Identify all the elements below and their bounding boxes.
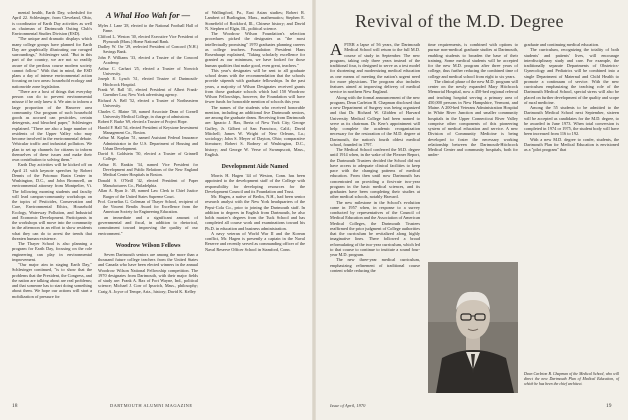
paragraph: The new milestone in the School's evolution came in 1957 when, in response to a survey conducted by representatives of the Council of Medical Education and the Association of American Medical Colleges, the Dartmouth Trustees reaffirmed the prior judgment of College authorities that the curriculum be revitalized along highly imaginative lines. There followed a broad reformulating of the two-year curriculum, which led to that course to continue to institute a sound four-year M.D. program. [330, 199, 420, 257]
left-column-3 [205, 10, 305, 405]
list-item: Arthur C. Carhart '25, elected a Trustee of Norwich University. [98, 65, 198, 76]
list-item: Clifford L. Weston '30, elected Executive Vice President of Plymouth (Mass.) Home National Bank. [98, 33, 198, 44]
article-title: Revival of the M.D. Degree [355, 11, 564, 31]
list-item: Charles C. Blaine '30, named Associate Dean of Cornell University Medical College, in charge of admissions. [98, 108, 198, 119]
paragraph: The curriculum, recognizing the totality of both students' and patients' lives, will encourage interdisciplinary study and care. For example, the traditionally separate Departments of Obstetrics-Gynecology and Pediatrics will be combined into a single Department of Maternal and Child Health to promote a continuum of service. With the new curriculum emphasizing the teaching role of the Dartmouth Medical School, special stress will also be placed on further development of the quality and scope of rural medicine. [524, 47, 619, 105]
list-item: Allan A. Ryan Jr. '48, named Law Clerk to Chief Justice Burger of the United States Supreme Court. [98, 188, 198, 199]
paragraph: Earth Day activities will be kicked off on April 21 with keynote speeches by Robert Dennis of the Potomac Basin Center in Washington, D.C., and John Bromwell, an environmental attorney from Montpelier, Vt. The following morning students and faculty will lead campus-community workshops on the topics of Pesticides, Conservation and Care, Environmental Ethics, Household Ecology, Waterway Pollution, and Industrial and Economic Development. Participants in the workshops will move into the community in the afternoon in an effort to show residents what they can do to arrest the trends that threaten human existence. [12, 162, 92, 241]
list-item: Harold F. Hall '54, elected President of Keystone Investment Management Co., Boston. [98, 124, 198, 135]
paragraph: This year's designates will be sent to all graduate school deans with the recommendation that the schools provide stipends with graduate fellowships. In the past years, a majority of Wilson Designates received grants from those graduate schools which had 150 Woodrow Wilson Fellowships, however, the Foundation will have fewer funds for honorable mention of schools this year. [205, 67, 305, 105]
paragraph: of Wallingford, Pa., East Asian studies; Robert R. Lambert of Burlington, Mass., mathematics; Stephen E. Stonefield of Rockford, Ill., Chinese history; and David N. Stephen of Elgin, Ill., political science. [205, 10, 305, 31]
paragraph: "There are a host of things that everyday person can do to prevent environmental misuse if he only knew it. We aim to inform a large proportion of the Hanover area community. Our program of such household goods as accrued can pesticides, certain detergents, and bleached paper," Schlesinger explained. "There are also a large number of residents of the Upper Valley who may become involved in the environmental debate. Vehicular traffic and industrial pollution. We plan to set up channels for citizens to inform themselves of these issues and make their own contribution to solving them." [12, 88, 92, 162]
list-item: Donald S. O'Neill '42, elected President of Paper Manufacturers Co., Philadelphia. [98, 177, 198, 188]
portrait-photo [428, 262, 518, 393]
photo-caption: Dean Carleton B. Chapman of the Medical School, who will direct the new Dartmouth Plan of Medical Education, of which he has been the chief architect. [524, 372, 619, 386]
honors-list [98, 23, 198, 214]
paragraph: The Thayer School is also planning a program for Earth Day, focusing on the role engineering can play in environmental improvement. [12, 241, 92, 262]
sidebar-heading: A Whal Hoo Wah for — [105, 10, 191, 20]
page-number-right: 19 [606, 403, 612, 409]
paragraph: Seven Dartmouth seniors are among the more than a thousand future college teachers from the United States and Canada who have been elected winners in the annual Woodrow Wilson National Fellowship competition. The 1970 designates from Dartmouth, with their major fields of study are: Frank A. Bax of Fort Wayne, Ind., political science; Michael J. Corr of Ipswich, Mass., philosophy; Craig A. Joyce of Tempe, Ariz., history; David K. Kelley [98, 251, 198, 294]
running-footer-right: Issue of April, 1970 [330, 403, 366, 408]
paragraph: "Our major aim in staging Earth Day," Schlesinger continued, "is to show that the problems that the President, the Congress, and the nation are talking about are real problems; and that someone has to start doing something about them. We hope our actions will start a mobilization of pressure for [12, 262, 92, 299]
list-item: Robert F. Burke '69, elected a Trustee of Project Hope. [98, 119, 188, 125]
list-item: Arthur R. Rankin '34, named Vice President for Development and Public Relations of the New England Medical Center Hospitals in Boston. [98, 161, 198, 178]
paragraph: With a new M.D. degree to confer, students, the Dartmouth Plan for Medical Education is envisioned as a "pilot program" that [524, 136, 619, 152]
paragraph: "The unique and dramatic displays which many college groups have planned for Earth Day are graphically illustrating our ravaged surroundings," Schlesinger said. "But in this part of the country, we are not so readily aware of the perilous course modern society cannot follow." With that in mind, the ESD plans a day of intense environmental action focusing on two areas: household ecology and nationwide zone legislation. [12, 36, 92, 89]
paragraph: Among the 55 students to be admitted to the Dartmouth Medical School next September, sixteen will be accepted as candidates for the M.D. degree, to be awarded in June 1973. When total conversion is completed in 1974 or 1975, the student body will have been increased from 116 to 192. [524, 105, 619, 137]
list-item: Myles J. Lane '28, elected to the National Football Hall of Fame. [98, 23, 198, 34]
section-heading: Development Aide Named [221, 164, 289, 170]
list-item: John P. Williams '33, elected a Trustee of the Concord Academy. [98, 55, 198, 66]
drop-cap: A [330, 42, 343, 59]
paragraph: The Medical School conferred the M.D. degree until 1914 when, in the wake of the Flexner Report, the Dartmouth Trustees decided the School did not have access to adequate clinical facilities to keep pace with the changing patterns of medical education. From then until now Dartmouth has concentrated on providing a first-rate two-year program in the basic medical sciences, and its graduates have been completing their studies at other medical schools, notably Harvard. [330, 147, 420, 200]
paragraph: The Woodrow Wilson Foundation's selection procedures picked the designates as "the most intellectually promising" 1970 graduates planning careers as college teachers. Foundation President Hans Rosenhaupt explained, "Taking scholarly excellence for granted as our minimum, we have looked for those human qualities that make good, even great, teachers." [205, 31, 305, 68]
paragraph: The names of the students who received honorable mention, including an additional five Dartmouth seniors, are among the graduate deans. Receiving from Dartmouth are: Ignacio J. Bax, Iberia of New York City; George Guffey, Jr. Gilbert of San Francisco, Calif.; David Mitchell; James W. Wright of New Orleans, La.; sociology; John S. Meyer of Dayton, Ohio; comparative literature; Robert S. Rodney of Washington, D.C., history; and George W. Verse of Swampscott, Mass., English. [205, 104, 305, 157]
paragraph: graduate and continuing medical education. [524, 42, 600, 47]
paragraph: A navy veteran of World War II and the Korean conflict, Mr. Hagen is presently a captain in the Naval Reserve and recently served as commanding officer of the Naval Reserve Officer School in Stamford, Conn. [205, 230, 305, 252]
list-item: Frank W. Ball '41, elected President of Albert Frank-Guenther Law, New York advertising agency. [98, 87, 198, 98]
paragraph: The clinical phase of the new M.D. program will center on the newly expanded Mary Hitchcock Memorial Hospital, now a 450-bed regional referral and teaching hospital serving a primary area of 450,000 persons in New Hampshire, Vermont, and Maine. A 200-bed Veterans Administration Hospital in White River Junction and smaller community hospitals in the Upper Connecticut River Valley comprise other components of this pioneering system of medical education and service. A new Division of Community Medicine is being developed to foster the necessary working relationship between the Dartmouth-Hitchcock Medical Center and community hospitals, both for under- [428, 78, 518, 158]
portrait-illustration [428, 262, 518, 393]
paragraph: Along with the formal announcement of the new program, Dean Carleton B. Chapman disclosed that a new Department of Surgery was being organized and that Dr. Richard W. Glidden of Harvard University Medical College had been named to serve as its chairman. Dr. Kerr's appointment will help complete the academic reorganization necessary for the restoration of the M.D. degree at Dartmouth, the nation's fourth oldest medical school, founded in 1797. [330, 94, 420, 147]
page-gutter [312, 0, 316, 420]
paragraph: The new three-year medical curriculum, emphasizing refinement of traditional course content while reducing the [330, 257, 420, 273]
lead-text: FTER a lapse of 56 years, the Dartmouth Medical School will return to the full M.D. course of study in September. The new program, taking only three years instead of the traditional four, is designed to serve as a test model for shortening and modernizing medical education as one means of meeting the nation's urgent need for more physicians. The program also includes features aimed at improving delivery of medical service in northern New England. [330, 42, 420, 95]
section-heading: Woodrow Wilson Fellows [115, 242, 181, 249]
list-item: Richard A. Bell '52, elected a Trustee of Northeastern University. [98, 97, 198, 108]
lead-paragraph [330, 42, 420, 95]
paragraph: time requirements, is combined with options to pursue non-medical graduate studies at Dartmouth, enabling students to broaden the base of their training. Some medical students will be accepted for the new M.D. program after three years of college, thus further reducing the combined time of college and medical school from eight to six years. [428, 42, 518, 79]
list-item: Prof. Cornelius G. Coleman of Thayer School, recipient of the Vincent Bendix Award for Excellence from the American Society for Engineering Education. [98, 199, 198, 215]
paragraph: Morris H. Hagen '44 of Weston, Conn. has been appointed to the development staff of the College with responsibility for developing resources for the Development Council and its Foundation and Trust. [205, 173, 305, 194]
right-column-1 [330, 42, 420, 412]
list-item: Dudley W. Orr '29, reelected President of Concord (N.H.) Savings Bank. [98, 44, 198, 55]
list-item: Arthur M. Kaplan '51, named Assistant Federal Insurance Administrator in the U.S. Department of Housing and Urban Development. [98, 135, 198, 151]
page-number-left: 18 [12, 403, 18, 409]
paragraph: mental health, Earth Day, scheduled for April 22. Schlesinger, from Cleveland, Ohio, is coordinator of Earth Day activities as well as chairman of Dartmouth Outing Club's Environmental Studies Division (ESD). [12, 10, 92, 36]
right-column-2 [428, 42, 518, 257]
list-item: Joseph E. Lynch '31, elected Trustee of Dartmouth-Hitchcock Hospital. [98, 76, 198, 87]
list-item: David S. Goldstein '50, elected a Trustee of Grinnell College. [98, 151, 198, 162]
left-column-1 [12, 10, 92, 395]
paragraph: Mr. Hagen, a native of Berlin, N.H., had been senior research analyst with the New York headquarters of the Pepsi-Cola Co., prior to joining the Dartmouth staff. In addition to degrees in English from Dartmouth, he also holds master's degrees from the Tuck School and has completed all course work and examinations toward his Ph.D. in education and business administration. [205, 194, 305, 231]
right-column-3 [524, 42, 619, 412]
left-column-2 [98, 10, 198, 405]
paragraph: an immediate and a significant amount of governmental and fiscal, in addition to rhetorical, commitment toward improving the quality of our environment." [98, 214, 198, 236]
running-footer-left: DARTMOUTH ALUMNI MAGAZINE [110, 403, 193, 408]
